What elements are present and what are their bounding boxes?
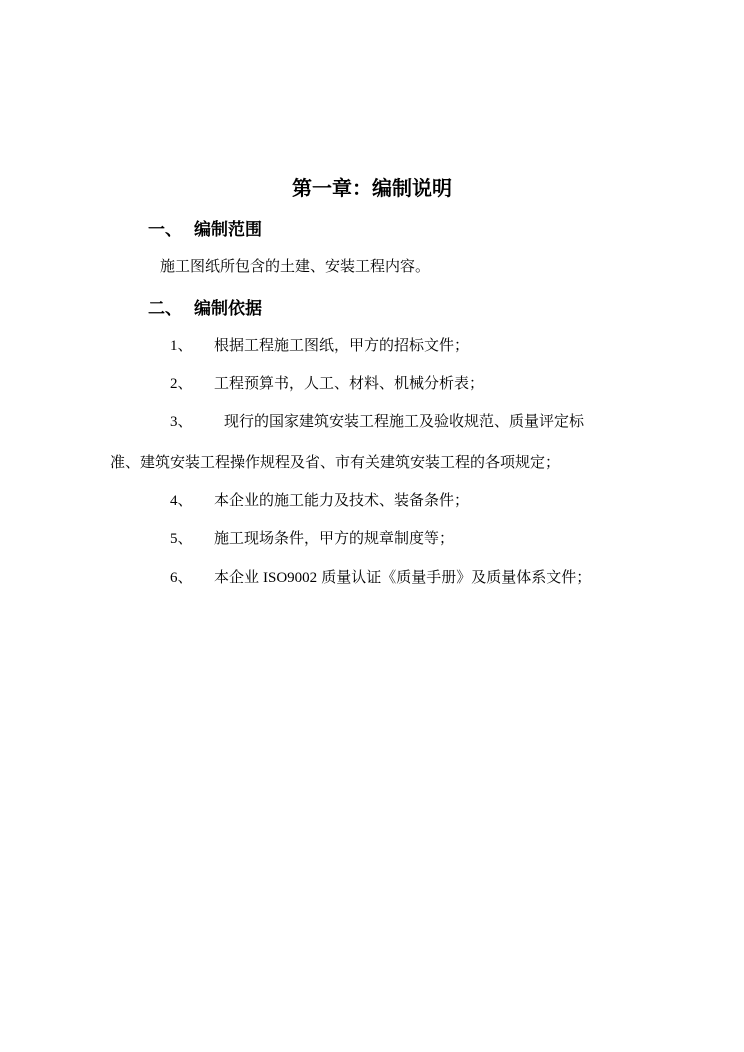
section-number: 一、: [148, 220, 182, 240]
item-number: 1、: [170, 338, 193, 354]
basis-item-3-continuation: 准、建筑安装工程操作规程及省、市有关建筑安装工程的各项规定；: [110, 453, 561, 471]
item-number: 3、: [170, 414, 193, 430]
basis-item-4: [170, 489, 469, 512]
section-heading-basis: [148, 297, 262, 321]
item-text: 本企业的施工能力及技术、装备条件；: [214, 491, 470, 509]
basis-item-1: [170, 334, 469, 357]
section-number: 二、: [148, 299, 182, 319]
basis-item-2: [170, 372, 484, 395]
item-number: 4、: [170, 493, 193, 509]
item-number: 6、: [170, 570, 193, 586]
scope-paragraph: 施工图纸所包含的土建、安装工程内容。: [160, 257, 431, 275]
item-text-c: 质量认证《质量手册》及质量体系文件；: [321, 568, 592, 586]
section-title: 编制范围: [194, 220, 262, 240]
item-number: 2、: [170, 376, 193, 392]
basis-item-5: [170, 527, 454, 550]
basis-item-6: [170, 566, 591, 589]
item-text: 工程预算书，人工、材料、机械分析表；: [214, 374, 485, 392]
standard-code: ISO9002: [263, 570, 318, 586]
chapter-title: 第一章：编制说明: [292, 176, 452, 200]
section-heading-scope: [148, 218, 262, 242]
item-number: 5、: [170, 531, 193, 547]
section-title: 编制依据: [194, 299, 262, 319]
basis-item-3: [170, 410, 584, 433]
item-text: 施工现场条件，甲方的规章制度等；: [214, 529, 455, 547]
item-text: 根据工程施工图纸，甲方的招标文件；: [214, 336, 470, 354]
item-text-line1: 现行的国家建筑安装工程施工及验收规范、质量评定标: [224, 412, 585, 430]
item-text-a: 本企业: [214, 568, 260, 586]
